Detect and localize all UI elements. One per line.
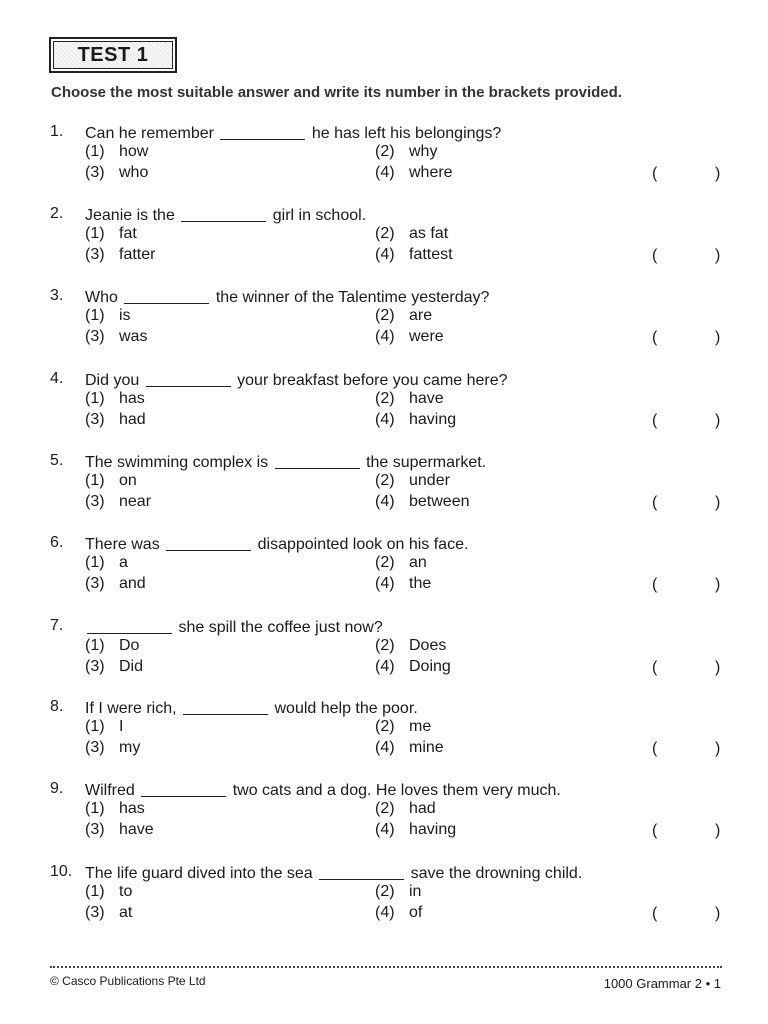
option-text: how — [119, 143, 149, 160]
option-text: Doing — [409, 658, 451, 675]
option-number: (1) — [85, 143, 105, 160]
question-number: 4. — [50, 370, 64, 387]
question-text-before: If I were rich, — [85, 700, 177, 717]
option-number: (3) — [85, 411, 105, 428]
option-number: (2) — [375, 307, 395, 324]
question-item — [0, 863, 768, 927]
option-text: where — [409, 164, 453, 181]
answer-option — [375, 246, 453, 264]
answer-option — [375, 821, 456, 839]
option-text: to — [119, 883, 133, 900]
question-text-after: your breakfast before you came here? — [237, 372, 508, 389]
option-text: fat — [119, 225, 137, 242]
answer-option — [375, 411, 456, 429]
answer-bracket-open: ( — [652, 165, 658, 182]
option-text: an — [409, 554, 427, 571]
answer-option — [85, 800, 145, 818]
option-number: (2) — [375, 718, 395, 735]
option-text: are — [409, 307, 433, 324]
answer-bracket-close: ) — [715, 822, 721, 839]
question-text-before: The swimming complex is — [85, 454, 269, 471]
option-number: (1) — [85, 637, 105, 654]
option-number: (4) — [375, 821, 395, 838]
option-text: near — [119, 493, 152, 510]
option-text: at — [119, 904, 133, 921]
question-stem — [85, 452, 486, 472]
question-text-before: Jeanie is the — [85, 207, 175, 224]
question-number: 9. — [50, 780, 64, 797]
answer-option — [375, 637, 446, 655]
answer-option — [375, 390, 444, 408]
answer-bracket-open: ( — [652, 329, 658, 346]
answer-option — [85, 411, 146, 429]
answer-option — [375, 883, 421, 901]
question-stem — [85, 534, 468, 554]
option-number: (4) — [375, 493, 395, 510]
answer-option — [85, 904, 132, 922]
answer-bracket-close: ) — [715, 494, 721, 511]
option-number: (3) — [85, 575, 105, 592]
answer-blank — [319, 863, 404, 880]
option-number: (2) — [375, 225, 395, 242]
question-number: 8. — [50, 698, 64, 715]
answer-bracket-open: ( — [652, 576, 658, 593]
question-item — [0, 698, 768, 762]
question-stem — [85, 287, 489, 307]
option-text: Does — [409, 637, 447, 654]
option-number: (2) — [375, 143, 395, 160]
option-text: had — [409, 800, 436, 817]
question-text-before: Did you — [85, 372, 140, 389]
question-item — [0, 452, 768, 516]
question-item — [0, 123, 768, 187]
option-text: under — [409, 472, 450, 489]
option-text: Do — [119, 637, 140, 654]
option-text: who — [119, 164, 149, 181]
question-stem — [85, 698, 418, 718]
option-text: is — [119, 307, 131, 324]
question-number: 7. — [50, 617, 64, 634]
option-number: (4) — [375, 739, 395, 756]
answer-bracket-open: ( — [652, 494, 658, 511]
answer-option — [85, 575, 146, 593]
option-number: (1) — [85, 800, 105, 817]
option-number: (4) — [375, 904, 395, 921]
answer-blank — [146, 370, 231, 387]
answer-option — [375, 575, 431, 593]
option-number: (2) — [375, 554, 395, 571]
answer-option — [375, 800, 436, 818]
option-text: my — [119, 739, 141, 756]
answer-option — [375, 307, 432, 325]
option-text: of — [409, 904, 423, 921]
answer-option — [85, 554, 128, 572]
answer-blank — [141, 780, 226, 797]
answer-bracket-close: ) — [715, 659, 721, 676]
option-number: (2) — [375, 472, 395, 489]
option-text: as fat — [409, 225, 449, 242]
question-stem — [85, 123, 501, 143]
option-text: Did — [119, 658, 144, 675]
option-text: me — [409, 718, 432, 735]
option-number: (4) — [375, 658, 395, 675]
question-text-after: she spill the coffee just now? — [178, 619, 383, 636]
answer-bracket-close: ) — [715, 740, 721, 757]
option-number: (3) — [85, 821, 105, 838]
footer-page-number: 1000 Grammar 2 • 1 — [603, 976, 721, 991]
answer-blank — [124, 287, 209, 304]
option-number: (1) — [85, 883, 105, 900]
answer-bracket-close: ) — [715, 165, 721, 182]
question-number: 2. — [50, 205, 64, 222]
option-number: (2) — [375, 390, 395, 407]
option-text: a — [119, 554, 128, 571]
footer-divider — [50, 966, 722, 968]
option-text: were — [409, 328, 444, 345]
option-text: has — [119, 390, 145, 407]
answer-option — [85, 143, 148, 161]
test-title-box — [49, 37, 177, 73]
option-number: (4) — [375, 328, 395, 345]
question-stem — [85, 863, 582, 883]
answer-blank — [220, 123, 305, 140]
option-text: and — [119, 575, 146, 592]
answer-option — [375, 225, 448, 243]
option-text: having — [409, 411, 457, 428]
answer-bracket-close: ) — [715, 329, 721, 346]
question-stem — [85, 780, 561, 800]
answer-bracket-close: ) — [715, 576, 721, 593]
answer-bracket-close: ) — [715, 412, 721, 429]
option-text: between — [409, 493, 470, 510]
answer-option — [375, 718, 431, 736]
option-text: has — [119, 800, 145, 817]
answer-option — [375, 143, 437, 161]
question-text-before: Who — [85, 289, 118, 306]
question-text-after: would help the poor. — [274, 700, 418, 717]
footer-copyright: © Casco Publications Pte Ltd — [50, 974, 206, 988]
answer-blank — [87, 617, 172, 634]
answer-bracket-open: ( — [652, 247, 658, 264]
question-text-before: Can he remember — [85, 125, 214, 142]
answer-option — [375, 658, 451, 676]
question-stem — [85, 370, 508, 390]
answer-bracket-open: ( — [652, 822, 658, 839]
option-number: (1) — [85, 554, 105, 571]
answer-option — [375, 739, 444, 757]
option-number: (1) — [85, 225, 105, 242]
question-text-after: the winner of the Talentime yesterday? — [215, 289, 490, 306]
answer-blank — [181, 205, 266, 222]
answer-option — [85, 164, 148, 182]
question-item — [0, 370, 768, 434]
option-number: (4) — [375, 411, 395, 428]
question-number: 1. — [50, 123, 64, 140]
answer-option — [85, 328, 147, 346]
option-text: fatter — [119, 246, 156, 263]
option-number: (4) — [375, 164, 395, 181]
answer-blank — [275, 452, 360, 469]
answer-option — [85, 307, 131, 325]
answer-option — [375, 328, 444, 346]
question-text-after: disappointed look on his face. — [257, 536, 469, 553]
answer-bracket-open: ( — [652, 740, 658, 757]
question-text-before: The life guard dived into the sea — [85, 865, 313, 882]
option-number: (3) — [85, 493, 105, 510]
option-number: (3) — [85, 246, 105, 263]
answer-option — [85, 246, 155, 264]
question-text-before: Wilfred — [85, 782, 135, 799]
test-title: TEST 1 — [53, 41, 173, 69]
option-number: (1) — [85, 390, 105, 407]
answer-bracket-close: ) — [715, 905, 721, 922]
option-text: in — [409, 883, 422, 900]
option-text: I — [119, 718, 124, 735]
answer-blank — [183, 698, 268, 715]
question-stem — [85, 205, 366, 225]
answer-option — [85, 637, 139, 655]
question-text-after: girl in school. — [272, 207, 367, 224]
answer-bracket-open: ( — [652, 905, 658, 922]
answer-bracket-open: ( — [652, 412, 658, 429]
answer-option — [85, 658, 143, 676]
option-text: have — [119, 821, 154, 838]
answer-option — [375, 472, 450, 490]
answer-blank — [166, 534, 251, 551]
answer-option — [85, 718, 123, 736]
answer-option — [375, 493, 470, 511]
answer-option — [85, 883, 132, 901]
option-text: why — [409, 143, 438, 160]
answer-option — [85, 390, 145, 408]
answer-option — [85, 472, 137, 490]
question-item — [0, 617, 768, 681]
option-text: on — [119, 472, 137, 489]
option-text: was — [119, 328, 148, 345]
question-item — [0, 287, 768, 351]
option-number: (1) — [85, 472, 105, 489]
answer-option — [85, 225, 137, 243]
option-number: (2) — [375, 637, 395, 654]
question-text-after: the supermarket. — [366, 454, 487, 471]
option-number: (2) — [375, 800, 395, 817]
question-item — [0, 205, 768, 269]
question-text-after: two cats and a dog. He loves them very much. — [232, 782, 561, 799]
answer-option — [375, 554, 427, 572]
option-number: (4) — [375, 246, 395, 263]
answer-bracket-close: ) — [715, 247, 721, 264]
option-number: (3) — [85, 164, 105, 181]
option-number: (3) — [85, 904, 105, 921]
answer-option — [85, 821, 154, 839]
answer-option — [85, 739, 140, 757]
option-number: (1) — [85, 307, 105, 324]
option-text: the — [409, 575, 432, 592]
answer-bracket-open: ( — [652, 659, 658, 676]
question-number: 5. — [50, 452, 64, 469]
option-text: having — [409, 821, 457, 838]
question-number: 6. — [50, 534, 64, 551]
option-text: have — [409, 390, 444, 407]
option-text: mine — [409, 739, 444, 756]
answer-option — [85, 493, 151, 511]
question-number: 10. — [50, 863, 73, 880]
option-text: had — [119, 411, 146, 428]
option-number: (1) — [85, 718, 105, 735]
option-number: (4) — [375, 575, 395, 592]
option-number: (3) — [85, 328, 105, 345]
option-number: (2) — [375, 883, 395, 900]
answer-option — [375, 164, 453, 182]
option-text: fattest — [409, 246, 453, 263]
option-number: (3) — [85, 658, 105, 675]
question-item — [0, 780, 768, 844]
question-text-before: There was — [85, 536, 160, 553]
option-number: (3) — [85, 739, 105, 756]
question-item — [0, 534, 768, 598]
question-text-after: save the drowning child. — [410, 865, 583, 882]
answer-option — [375, 904, 422, 922]
question-text-after: he has left his belongings? — [311, 125, 502, 142]
question-number: 3. — [50, 287, 64, 304]
question-stem — [85, 617, 383, 637]
instruction-text: Choose the most suitable answer and write its number in the brackets provided. — [51, 84, 622, 101]
